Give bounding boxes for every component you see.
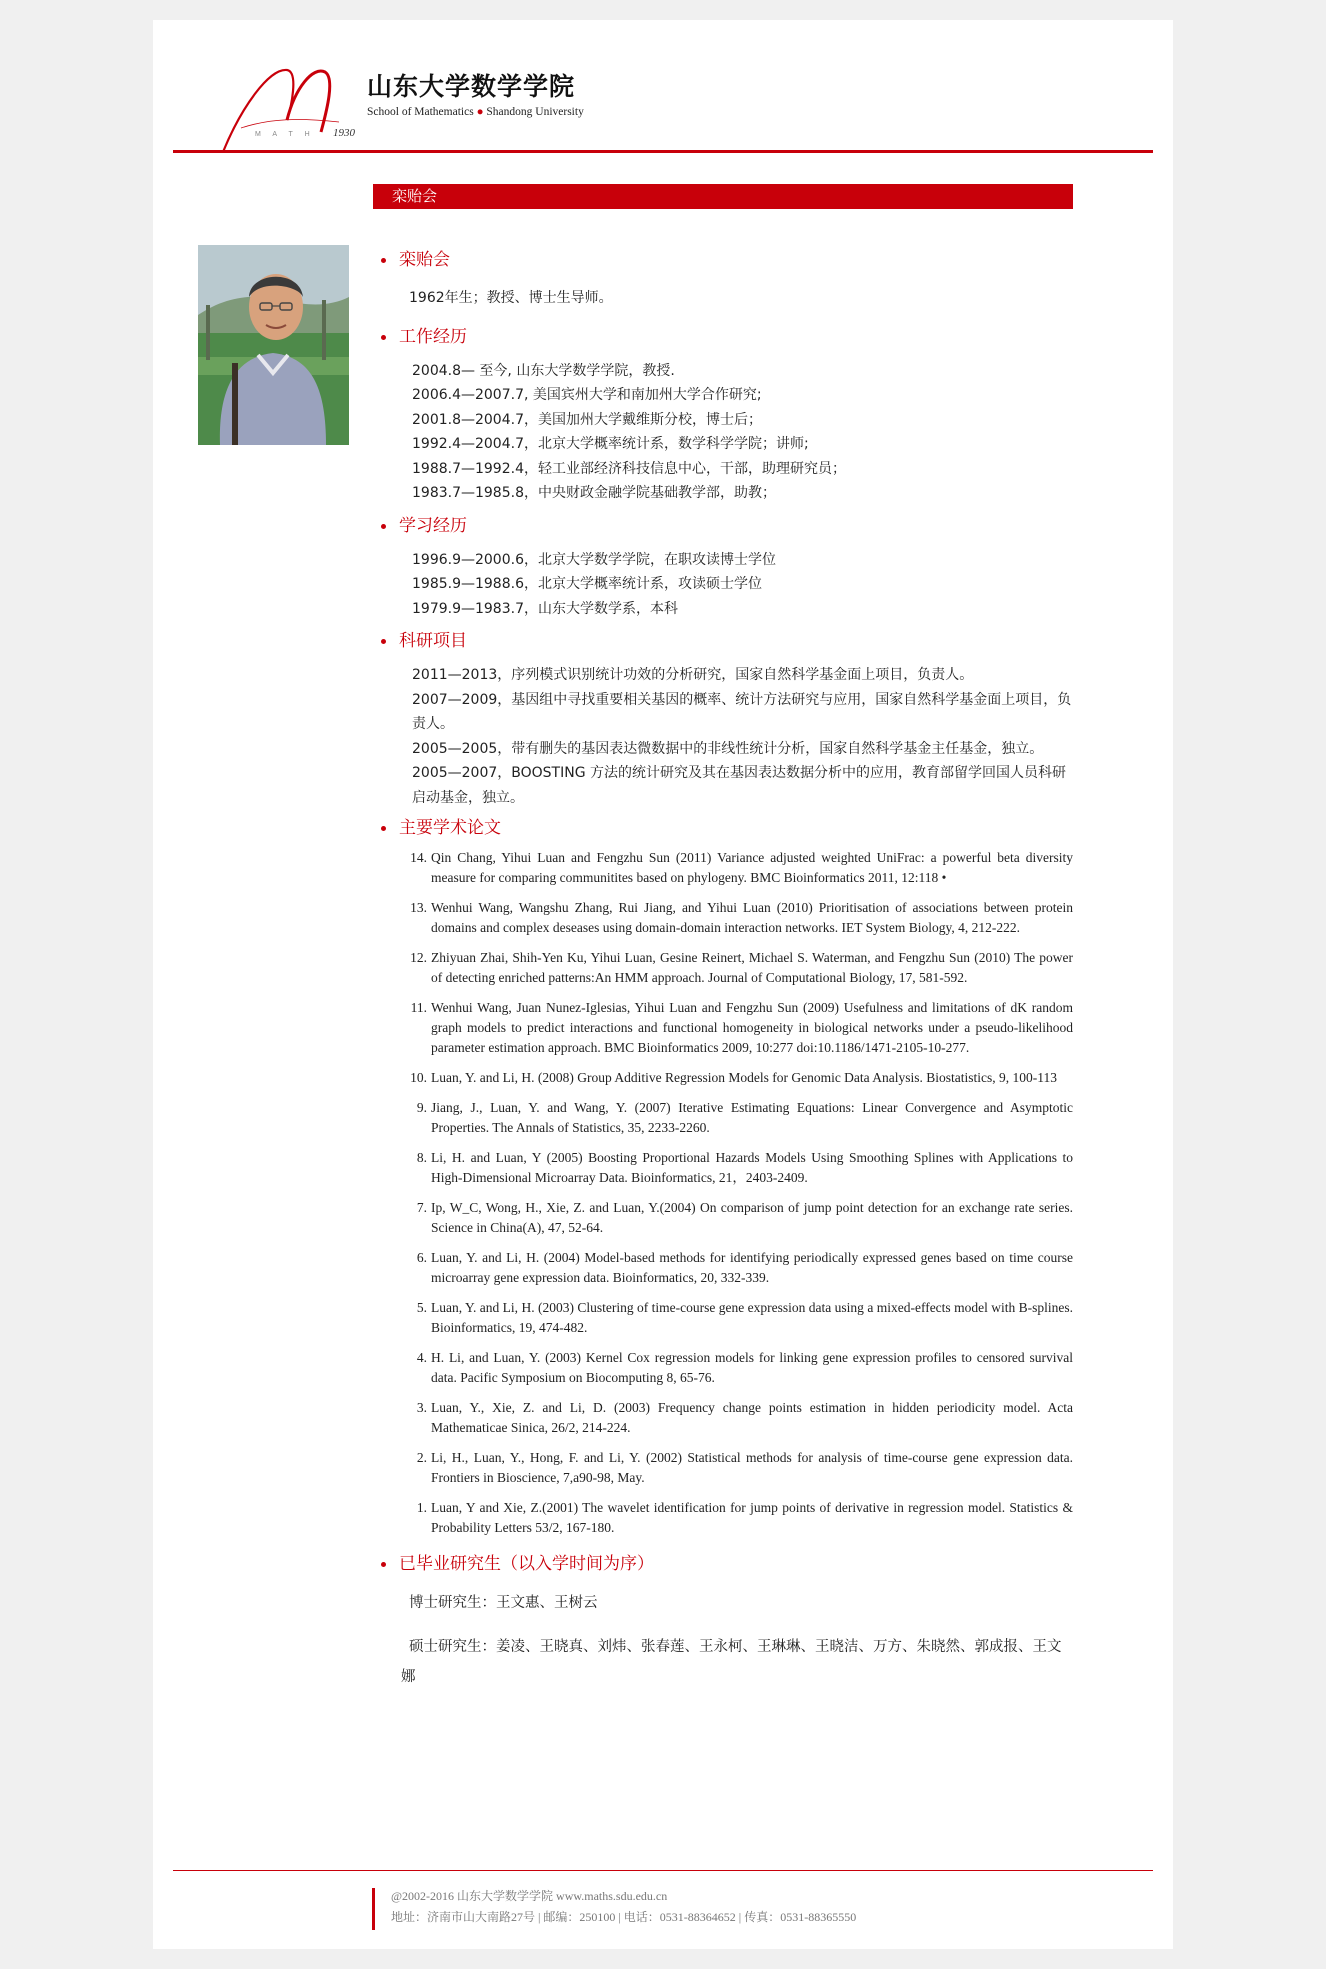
list-item: 1992.4—2004.7，北京大学概率统计系，数学科学学院；讲师; (412, 436, 809, 452)
school-logo-icon[interactable] (221, 48, 361, 158)
paper-item (416, 1198, 1073, 1238)
profile-photo (198, 245, 349, 445)
paper-item (416, 1348, 1073, 1388)
heading-text: 栾贻会 (399, 250, 450, 270)
paper-text: Luan, Y. and Li, H. (2003) Clustering of time-course gene expression data using a mixed-effects model with B-splines. Bioinformatics, 19, 474-482. (431, 1300, 1073, 1335)
list-item: 2007—2009，基因组中寻找重要相关基因的概率、统计方法研究与应用，国家自然科学基金面上项目，负责人。 (412, 691, 1072, 732)
paper-number: 11. (410, 1000, 427, 1015)
brand-dot: ● (476, 106, 484, 118)
paper-number: 4. (416, 1350, 427, 1365)
bullet-icon (381, 335, 386, 340)
brand-title-en-left: School of Mathematics (367, 106, 474, 118)
heading-text: 工作经历 (399, 326, 467, 347)
section-papers (379, 816, 1073, 1538)
paper-number: 13. (410, 900, 427, 915)
paper-item (416, 1498, 1073, 1538)
section-work (379, 325, 1073, 506)
brand-title-cn: 山东大学数学学院 (367, 72, 576, 101)
logo-year: 1930 (333, 127, 355, 139)
heading-text: 已毕业研究生（以入学时间为序） (399, 1554, 654, 1574)
phd-students: 博士研究生：王文惠、王树云 (409, 1595, 598, 1611)
list-item: 2005—2007，BOOSTING 方法的统计研究及其在基因表达数据分析中的应用，教育部留学回国人员科研启动基金，独立。 (412, 765, 1066, 806)
section-study (379, 514, 1073, 622)
list-item: 2006.4—2007.7, 美国宾州大学和南加州大学合作研究; (412, 387, 762, 403)
paper-number: 14. (410, 850, 427, 865)
paper-item (416, 1398, 1073, 1438)
work-list (379, 359, 1073, 506)
paper-list (379, 848, 1073, 1538)
paper-item (410, 948, 1073, 988)
section-heading (379, 1552, 1073, 1576)
paper-text: Li, H., Luan, Y., Hong, F. and Li, Y. (2002) Statistical methods for analysis of time-course gene expression data. Frontiers in Bioscience, 7,a90-98, May. (431, 1450, 1073, 1485)
heading-text: 学习经历 (399, 515, 467, 536)
paper-text: Luan, Y. and Li, H. (2004) Model-based methods for identifying periodically expressed genes based on time course microarray gene expression data. Bioinformatics, 20, 332-339. (431, 1250, 1073, 1285)
main-content (379, 242, 1073, 1692)
paper-text: Ip, W_C, Wong, H., Xie, Z. and Luan, Y.(2004) On comparison of jump point detection for an exchange rate series. Science in China(A), 47, 52-64. (431, 1200, 1073, 1235)
paper-text: Luan, Y. and Li, H. (2008) Group Additive Regression Models for Genomic Data Analysis. Biostatistics, 9, 100-113 (431, 1070, 1058, 1085)
footer (391, 1886, 856, 1928)
paper-text: Li, H. and Luan, Y (2005) Boosting Proportional Hazards Models Using Smoothing Splines with Applications to High-Dimensional Microarray Data. Bioinformatics, 21，2403-2409. (431, 1150, 1073, 1185)
section-heading (379, 629, 1073, 653)
paper-item (416, 1448, 1073, 1488)
section-heading (379, 816, 1073, 840)
paper-number: 1. (416, 1500, 427, 1515)
paper-text: Qin Chang, Yihui Luan and Fengzhu Sun (2011) Variance adjusted weighted UniFrac: a powerful beta diversity measure for comparing communitites based on phylogeny. BMC Bioinformatics 2011, 12:118 • (431, 850, 1073, 885)
intro-text: 1962年生；教授、博士生导师。 (409, 290, 613, 306)
list-item: 1985.9—1988.6，北京大学概率统计系，攻读硕士学位 (412, 576, 762, 592)
list-item: 1988.7—1992.4，轻工业部经济科技信息中心，干部，助理研究员； (412, 460, 846, 477)
list-item: 2004.8— 至今, 山东大学数学学院，教授. (412, 362, 675, 379)
study-list (379, 548, 1073, 622)
footer-copyright: @2002-2016 山东大学数学学院 www.maths.sdu.edu.cn (391, 1889, 668, 1903)
section-intro (379, 248, 1073, 311)
footer-address: 地址：济南市山大南路27号 | 邮编：250100 | 电话：0531-88364652 | 传真：0531-88365550 (391, 1910, 857, 1924)
section-research (379, 629, 1073, 810)
paper-number: 10. (410, 1070, 427, 1085)
paper-number: 7. (416, 1200, 427, 1215)
list-item: 2011—2013，序列模式识别统计功效的分析研究，国家自然科学基金面上项目，负责人。 (412, 667, 974, 683)
paper-text: H. Li, and Luan, Y. (2003) Kernel Cox regression models for linking gene expression profiles to censored survival data. Pacific Symposium on Biocomputing 8, 65-76. (431, 1350, 1073, 1385)
list-item: 1979.9—1983.7，山东大学数学系，本科 (412, 600, 678, 617)
paper-item (416, 1298, 1073, 1338)
paper-item (416, 1148, 1073, 1188)
paper-item (416, 1248, 1073, 1288)
bullet-icon (381, 639, 386, 644)
paper-item (410, 848, 1073, 888)
bullet-icon (381, 258, 386, 263)
paper-number: 3. (416, 1400, 427, 1415)
bullet-icon (381, 524, 386, 529)
section-graduates (379, 1552, 1073, 1692)
paper-item (416, 1098, 1073, 1138)
list-item: 2001.8—2004.7，美国加州大学戴维斯分校，博士后； (412, 411, 762, 428)
paper-item (410, 898, 1073, 938)
header-divider (173, 150, 1153, 153)
heading-text: 主要学术论文 (399, 818, 501, 838)
page (153, 20, 1173, 1949)
paper-text: Jiang, J., Luan, Y. and Wang, Y. (2007) Iterative Estimating Equations: Linear Convergence and Asymptotic Properties. The Annals of Statistics, 35, 2233-2260. (431, 1100, 1073, 1135)
list-item: 1996.9—2000.6，北京大学数学学院，在职攻读博士学位 (412, 551, 776, 568)
paper-text: Wenhui Wang, Juan Nunez-Iglesias, Yihui Luan and Fengzhu Sun (2009) Usefulness and limitations of dK random graph models to predict interactions and functional homogeneity in biological networks under a pseudo-likelihood parameter estimation approach. BMC Bioinformatics 2009, 10:277 doi:10.1186/1471-2105-10-277. (431, 1000, 1073, 1055)
footer-accent-bar (372, 1888, 375, 1930)
paper-number: 12. (410, 950, 427, 965)
bullet-icon (381, 1562, 386, 1567)
paper-text: Luan, Y., Xie, Z. and Li, D. (2003) Frequency change points estimation in hidden periodicity model. Acta Mathematicae Sinica, 26/2, 214-224. (431, 1400, 1073, 1435)
section-heading (379, 325, 1073, 349)
footer-divider (173, 1870, 1153, 1871)
graduates-list (379, 1588, 1073, 1692)
brand[interactable] (367, 72, 584, 120)
paper-number: 8. (416, 1150, 427, 1165)
paper-text: Wenhui Wang, Wangshu Zhang, Rui Jiang, and Yihui Luan (2010) Prioritisation of associations between protein domains and complex deseases using domain-domain interaction networks. IET System Biology, 4, 212-222. (431, 900, 1073, 935)
brand-title-en-right: Shandong University (486, 106, 584, 118)
paper-number: 9. (416, 1100, 427, 1115)
master-students: 硕士研究生：姜凌、王晓真、刘炜、张春莲、王永柯、王琳琳、王晓洁、万方、朱晓然、郭成报、王文娜 (401, 1639, 1062, 1685)
paper-number: 2. (416, 1450, 427, 1465)
list-item: 1983.7—1985.8，中央财政金融学院基础教学部，助教； (412, 485, 776, 501)
paper-item (410, 1068, 1073, 1088)
paper-text: Zhiyuan Zhai, Shih-Yen Ku, Yihui Luan, Gesine Reinert, Michael S. Waterman, and Fengzhu Sun (2010) The power of detecting enriched patterns:An HMM approach. Journal of Computational Biology, 17, 581-592. (431, 950, 1073, 985)
paper-number: 5. (416, 1300, 427, 1315)
brand-title-en (367, 104, 584, 120)
logo-text: M A T H (255, 131, 315, 138)
section-heading (379, 514, 1073, 538)
section-heading (379, 248, 1073, 272)
bullet-icon (381, 826, 386, 831)
research-list (379, 663, 1073, 810)
page-title: 栾贻会 (373, 184, 1073, 209)
paper-text: Luan, Y and Xie, Z.(2001) The wavelet identification for jump points of derivative in regression model. Statistics & Probability Letters 53/2, 167-180. (431, 1500, 1073, 1535)
heading-text: 科研项目 (399, 631, 467, 651)
paper-item (410, 998, 1073, 1058)
paper-number: 6. (416, 1250, 427, 1265)
list-item: 2005—2005，带有删失的基因表达微数据中的非线性统计分析，国家自然科学基金主任基金，独立。 (412, 740, 1044, 757)
